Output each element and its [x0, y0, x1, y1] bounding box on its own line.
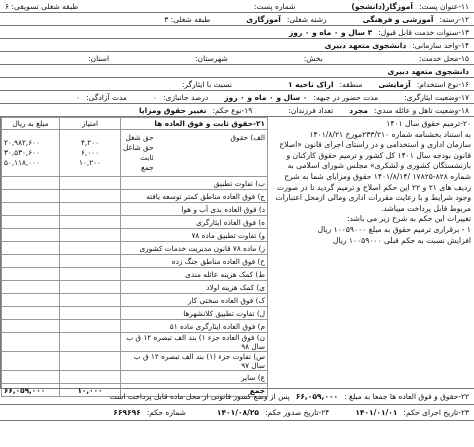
score-value — [60, 371, 121, 384]
score-value — [60, 268, 121, 281]
sub-labels — [123, 133, 154, 173]
issue-date-value: ۱۴۰۱/۰۸/۲۵ — [216, 408, 259, 417]
post-title-label: ۱۱-عنوان پست: — [418, 1, 469, 11]
total-score: ۱۰,۰۰۰ — [60, 384, 121, 397]
header-row-8 — [0, 91, 474, 104]
city-label: شهرستان: — [195, 53, 228, 63]
row-label: ب) تفاوت تطبیق — [121, 177, 268, 190]
amount-value — [2, 190, 60, 203]
marital-value: مجرد — [349, 105, 368, 115]
job-level-label: طبقه شغلی تسویقی: ۶ — [5, 1, 79, 11]
table-row — [121, 130, 268, 177]
row-label: ط) کمک هزینه عائله مندی — [121, 268, 268, 281]
header-row-4 — [0, 39, 474, 52]
order-number-label: شماره حکم: — [146, 408, 186, 417]
amount-value — [2, 371, 60, 384]
children-label: تعداد فرزندان: — [288, 105, 334, 115]
amount-value — [2, 255, 60, 268]
header-row-9 — [0, 104, 474, 117]
row-label: ی) کمک هزینه اولاد — [121, 281, 268, 294]
exec-date-label: ۲۳-تاریخ اجرای حکم: — [403, 408, 469, 417]
amount-value — [2, 320, 60, 333]
amount-value — [2, 242, 60, 255]
score-value — [60, 281, 121, 294]
score-value: ۴,۲۰۰ — [81, 138, 99, 147]
captivity-label: مدت آزادگی: — [86, 92, 127, 102]
amount-value — [2, 229, 60, 242]
score-value — [60, 307, 121, 320]
score-value: ۶,۰۰۰ — [81, 148, 99, 157]
disability-label: درصد جانبازی: — [163, 92, 209, 102]
header-row-7 — [0, 78, 474, 91]
amount-value — [2, 203, 60, 216]
description-text: ۲۰-ترمیم حقوق سال ۱۴۰۱ به استناد بخشنامه شماره ۲۳۳/۲۱۰مورخ ۱۴۰۱/۸/۲۱ سازمان اداری و استخدامی و در راستای اجرای قانون «اصلاح قانون بودجه سال ۱۴۰۱ کل کشور و ترمیم حقوق کارکنان و بازنشستگان کشوری و لشکری» مجلس شورای اسلامی به شماره ۸۲۸-۱۷۸۲۵ /۱۴۰۱/۸/۱۴ حقوق ومزایای شما به شرح ردیف های ۲۱ و ۲۲ این حکم اصلاح و ترمیم گردید تا در صورت وجود شرایط و با رعایت مقررات اداری ومالی ازمحل اعتبارات مربوط قابل پرداخت میباشد. تغییرات این حکم به شرح زیر می باشد: ۱ - برقراری ترمیم حقوق به مبلغ ۱۰۰۵۹۰۰۰ ریال افزایش نسبت به حکم قبلی ۱۰۰۵۹۰۰۰ ریال — [275, 119, 471, 245]
row-label: ج) فوق العاده مناطق کمتر توسعه یافته — [121, 190, 268, 203]
row-label: ن) فوق العاده جزء ۱) بند الف تبصره ۱۲ ق ب سال ۹۸ — [121, 333, 268, 352]
amount-value: ۲۰,۹۸۲,۶۰۰ — [4, 138, 40, 147]
total-suffix: پس از وضع کسور قانونی از محل ماده قابل پرداخت است — [109, 392, 290, 401]
marital-label: ۱۸-وضعیت تاهل و عائله مندی: — [373, 105, 469, 115]
main-section — [0, 117, 474, 395]
order-number-value: ۶۶۹۶۹۶ — [113, 408, 141, 417]
employment-label: ۱۶-نوع استخدام: — [416, 79, 469, 89]
total-label: ۲۲-حقوق و فوق العاده ها جمعا به مبلغ : — [344, 392, 469, 401]
score-value — [60, 203, 121, 216]
field-value: آموزشی و فرهنگی — [362, 14, 434, 24]
section-label: بخش: — [303, 53, 323, 63]
amount-value — [2, 294, 60, 307]
row-label: د) فوق العاده بدی آب و هوا — [121, 203, 268, 216]
row-label: الف) حقوق — [230, 133, 265, 142]
order-type-value: تغییر حقوق ومزایا — [138, 105, 207, 115]
table-col-score: امتیاز — [60, 118, 121, 130]
header-row-6 — [0, 65, 474, 78]
sub-label: جمع — [140, 163, 154, 172]
amount-value — [2, 177, 60, 190]
order-type-label: ۱۹-نوع حکم: — [212, 105, 253, 115]
amount-value: ۵۰,۱۱۸,۰۰۰ — [4, 158, 40, 167]
amount-value: ۳۰,۵۳۰,۶۰۰ — [4, 148, 40, 157]
header-row-5 — [0, 52, 474, 65]
amount-value — [2, 268, 60, 281]
amount-value — [2, 333, 60, 352]
issue-date-label: ۲۴-تاریخ صدور حکم: — [265, 408, 330, 417]
job-field-label: رشته شغلی: — [286, 14, 327, 24]
table-col-amount: مبلغ به ریال — [2, 118, 60, 130]
service-years-value: ۳ سال و ۰ ماه و ۰ روز — [288, 27, 373, 37]
sub-label: حق شغل — [125, 133, 154, 142]
header-row-1 — [0, 0, 474, 13]
job-class-label: طبقه شغلی: ۳ — [164, 14, 211, 24]
status-label: ۱۷-وضعیت ایثارگری: — [404, 92, 469, 102]
front-label: مدت حضور در جبهه: — [313, 92, 379, 102]
score-value — [60, 320, 121, 333]
exec-date-value: ۱۴۰۱/۰۱/۰۱ — [355, 408, 398, 417]
score-value — [60, 190, 121, 203]
province-label: استان: — [88, 53, 110, 63]
captivity-value: ۰ — [76, 92, 81, 102]
row-label: ح) فوق العاده مناطق جنگ زده — [121, 255, 268, 268]
row-label: س) تفاوت جزء (۱) بند الف تبصره ۱۲ ق ب سال ۹۷ — [121, 352, 268, 371]
employment-value: آزمایشی — [378, 79, 411, 89]
row-label: ک) فوق العاده سختی کار — [121, 294, 268, 307]
row-label: ز) ماده ۷۸ قانون مدیریت خدمات کشوری — [121, 242, 268, 255]
row-label: ل) تفاوت تطبیق کلانشهرها — [121, 307, 268, 320]
amount-value — [2, 307, 60, 320]
footer-dates-row — [0, 405, 474, 421]
score-value — [60, 229, 121, 242]
score-value — [60, 333, 121, 352]
region-value: اراک ناحیه ۱ — [287, 79, 334, 89]
amount-value — [2, 216, 60, 229]
row-label: و) تفاوت تطبیق ماده ۷۸ — [121, 229, 268, 242]
front-value: ۰ سال و ۰ ماه و ۰ روز — [224, 92, 308, 102]
unit-label: ۱۴-واحد سازمانی: — [412, 40, 469, 50]
score-value: ۱۰,۲۰۰ — [79, 158, 101, 167]
amount-value — [2, 281, 60, 294]
ratio-label: نسبت با ایثارگر: — [181, 79, 232, 89]
header-row-3 — [0, 26, 474, 39]
workplace-label: ۱۵-محل خدمت: — [418, 53, 469, 63]
field-label: ۱۲-رسته: — [439, 14, 469, 24]
score-value — [60, 294, 121, 307]
score-value — [60, 177, 121, 190]
row-label: م) فوق العاده ایثارگری ماده ۵۱ — [121, 320, 268, 333]
unit-value: دانشجوی متعهد دبیری — [324, 40, 407, 50]
score-value — [60, 255, 121, 268]
salary-table-box — [0, 117, 268, 395]
sub-label: حق شاغل — [123, 143, 154, 152]
score-value — [60, 216, 121, 229]
region-label: منطقه: — [339, 79, 363, 89]
total-row-label: جمع — [121, 384, 268, 397]
amount-value — [2, 352, 60, 371]
total-value: ۶۶,۰۵۹,۰۰۰ — [295, 392, 339, 401]
total-amount: ۶۶,۰۵۹,۰۰۰ — [2, 384, 60, 397]
post-number-label: شماره پست: — [253, 1, 296, 11]
sub-label: ثابت — [140, 153, 154, 162]
score-cell — [60, 130, 121, 177]
row-label: ع) سایر — [121, 371, 268, 384]
score-value — [60, 352, 121, 371]
header-row-2 — [0, 13, 474, 26]
job-field-value: آموزگاری — [246, 14, 281, 24]
score-value — [60, 242, 121, 255]
workplace-value: دانشجوی متعهد دبیری — [387, 66, 469, 76]
salary-table — [1, 117, 268, 397]
table-section-header: ۲۱-حقوق ثابت و فوق العاده ها — [121, 118, 268, 130]
service-years-label: ۱۳-سنوات خدمت قابل قبول: — [378, 27, 469, 37]
post-title-value: آموزگار(دانشجو) — [351, 1, 413, 11]
amount-cell — [2, 130, 60, 177]
row-label: ه) فوق العاده ایثارگری — [121, 216, 268, 229]
disability-value: ۰ — [152, 92, 157, 102]
